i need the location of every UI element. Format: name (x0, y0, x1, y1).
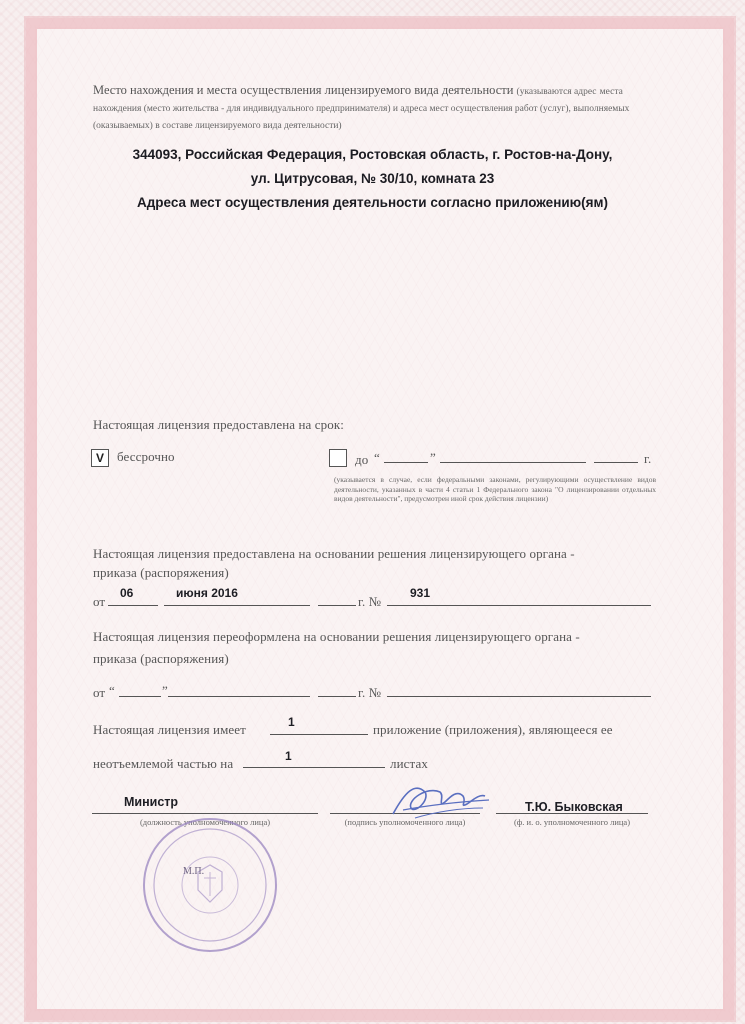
basis-number: 931 (410, 586, 431, 600)
appendix-text-a: Настоящая лицензия имеет (93, 722, 246, 737)
reissue-quote-open: “ (109, 683, 115, 698)
appendix-sheets-line (243, 767, 385, 768)
basis-number-line (387, 605, 651, 606)
position-caption: (должность уполномоченного лица) (139, 817, 271, 827)
basis-from-prefix: от (93, 594, 106, 609)
basis-month-year: июня 2016 (176, 586, 238, 600)
name-line (496, 813, 648, 814)
reissue-year-line (318, 696, 356, 697)
appendix-sheets: 1 (285, 749, 292, 763)
perpetual-checkbox[interactable]: V (91, 449, 109, 467)
basis-day-line (108, 605, 158, 606)
basis-year-line (318, 605, 356, 606)
appendix-text-c: неотъемлемой частью на (93, 756, 234, 771)
reissue-number-line (387, 696, 651, 697)
basis-year-suffix: г. № (358, 594, 382, 609)
until-year-line (594, 462, 638, 463)
until-date-checkbox[interactable] (329, 449, 347, 467)
until-year-suffix: г. (644, 451, 652, 466)
reissue-from-prefix: от (93, 685, 106, 700)
term-note: (указывается в случае, если федеральными законами, регулирующими осуществление видов деятельности, указанных в части 4 статьи 1 Федерального закона "О лицензировании отдельных видов деятельности", предусмотрен иной срок действия лицензии) (334, 475, 656, 503)
location-heading-note: места нахождения (место жительства - для индивидуального предпринимателя) и адреса мест осуществления работ (услуг), выполняемых (оказываемых) в составе лицензируемого вида деятельности) (93, 87, 630, 131)
appendix-count-line (270, 734, 368, 735)
reissue-text-line-2: приказа (распоряжения) (93, 651, 229, 666)
perpetual-label: бессрочно (117, 449, 175, 464)
handwritten-signature (385, 772, 495, 832)
basis-month-line (164, 605, 310, 606)
reissue-year-suffix: г. № (358, 685, 382, 700)
stamp-mp-label: М.П. (183, 866, 205, 877)
appendix-text-b: приложение (приложения), являющееся ее (373, 722, 613, 737)
address-line-3: Адреса мест осуществления деятельности согласно приложению(ям) (136, 195, 609, 210)
signer-position: Министр (124, 795, 179, 809)
basis-day: 06 (120, 586, 134, 600)
name-caption: (ф. и. о. уполномоченного лица) (513, 817, 631, 827)
reissue-day-line (119, 696, 161, 697)
official-stamp (130, 810, 290, 960)
location-heading-note-inline: (указываются адрес (516, 87, 597, 97)
until-day-line (384, 462, 428, 463)
appendix-text-d: листах (390, 756, 428, 771)
signature-caption: (подпись уполномоченного лица) (344, 817, 466, 827)
reissue-text-line-1: Настоящая лицензия переоформлена на основании решения лицензирующего органа - (93, 629, 580, 644)
basis-text-line-2: приказа (распоряжения) (93, 565, 229, 580)
location-heading (93, 83, 653, 134)
reissue-quote-close: ” (162, 683, 168, 698)
until-quote-close: ” (430, 450, 436, 465)
until-month-line (440, 462, 586, 463)
address-line-2: ул. Цитрусовая, № 30/10, комната 23 (250, 171, 495, 186)
signer-name: Т.Ю. Быковская (525, 800, 623, 814)
until-prefix: до (355, 452, 369, 467)
address-line-1: 344093, Российская Федерация, Ростовская область, г. Ростов-на-Дону, (132, 147, 613, 162)
reissue-month-line (168, 696, 310, 697)
appendix-count: 1 (288, 715, 295, 729)
until-quote-open: “ (374, 450, 380, 465)
basis-text-line-1: Настоящая лицензия предоставлена на основании решения лицензирующего органа - (93, 546, 575, 561)
location-heading-title: Место нахождения и места осуществления лицензируемого вида деятельности (93, 83, 514, 97)
term-label: Настоящая лицензия предоставлена на срок: (93, 417, 344, 432)
